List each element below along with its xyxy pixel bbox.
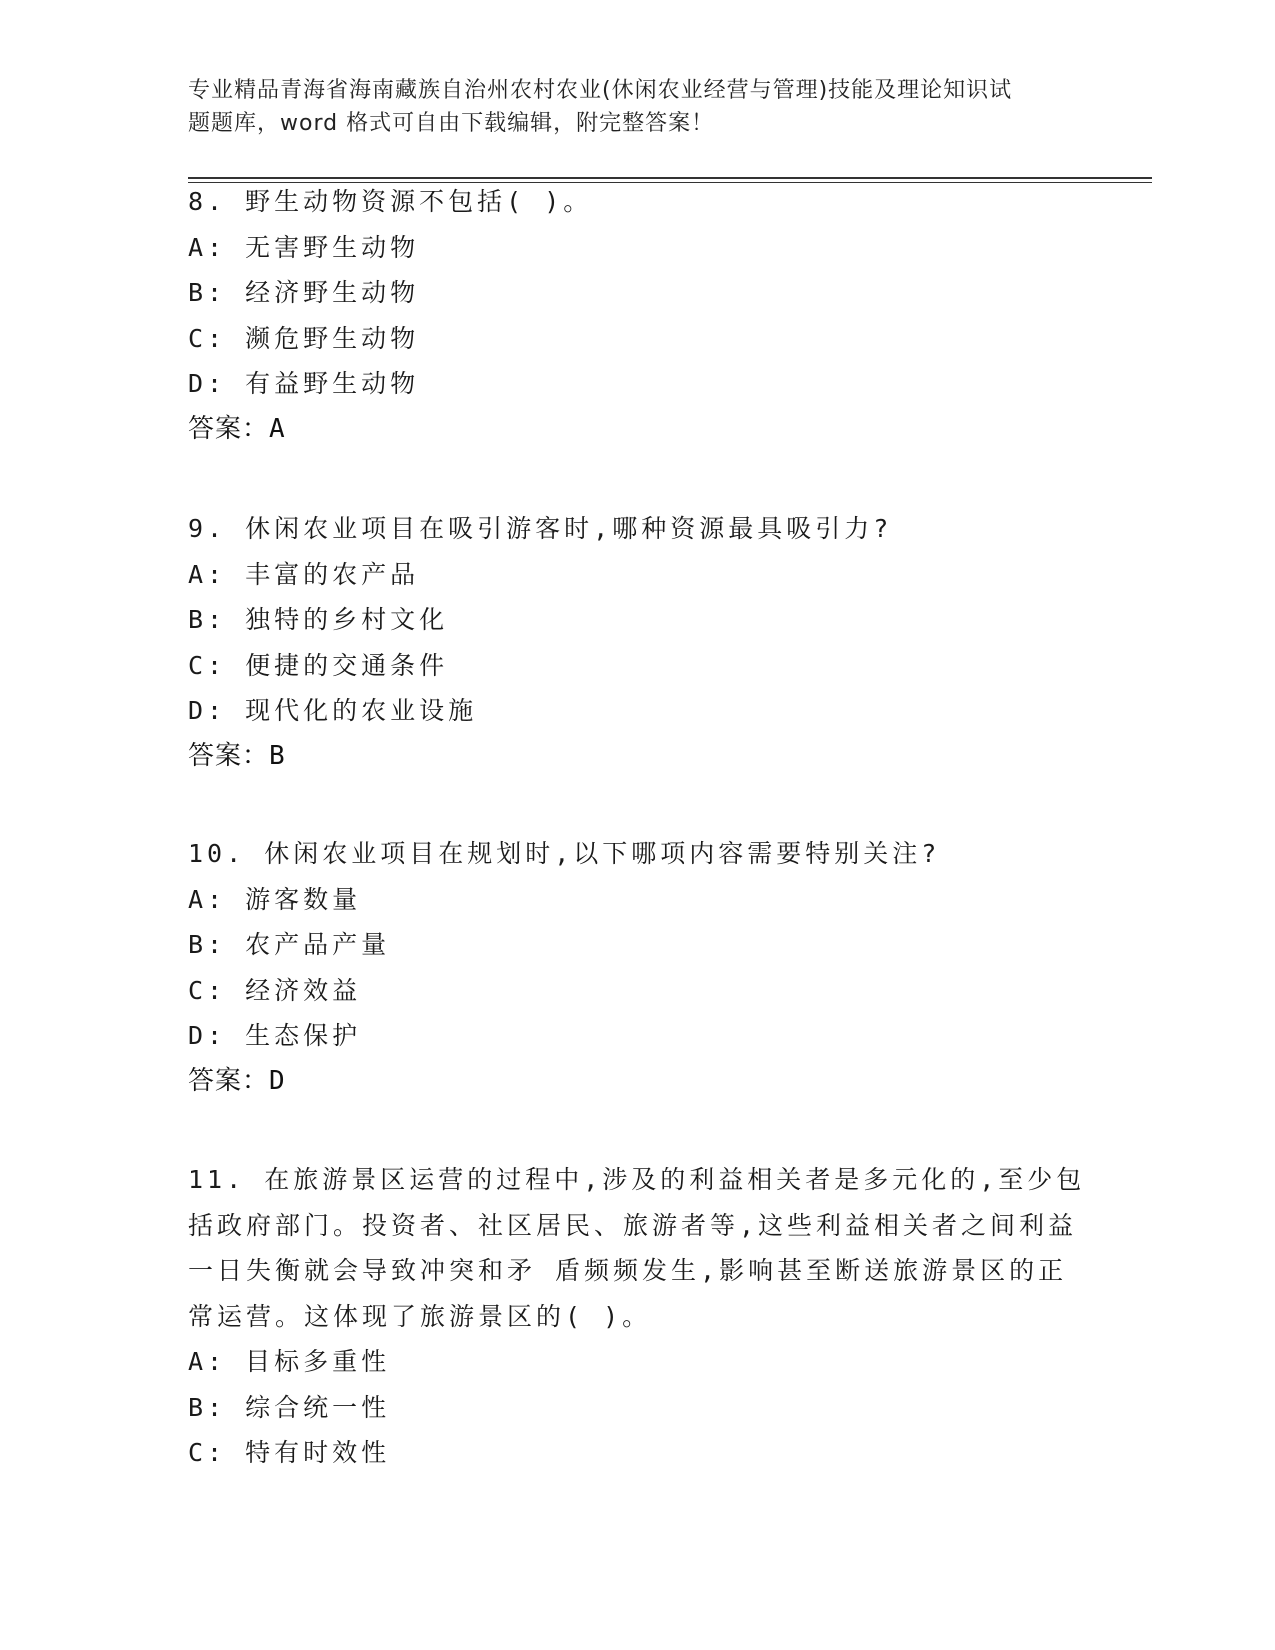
option-d: D: 有益野生动物 bbox=[188, 369, 420, 398]
question-stem: 9. 休闲农业项目在吸引游客时,哪种资源最具吸引力? bbox=[188, 514, 893, 543]
option-c: C: 濒危野生动物 bbox=[188, 323, 420, 353]
question-stem-line-1: 11. 在旅游景区运营的过程中,涉及的利益相关者是多元化的,至少包 bbox=[188, 1165, 1086, 1194]
option-a: A: 丰富的农产品 bbox=[188, 559, 420, 589]
option-c: C: 经济效益 bbox=[188, 975, 362, 1005]
answer-value: B bbox=[269, 740, 286, 771]
option-d: D: 现代化的农业设施 bbox=[188, 696, 478, 725]
option-b: B: 独特的乡村文化 bbox=[188, 605, 449, 634]
answer-label: 答案： bbox=[188, 413, 270, 444]
answer-value: A bbox=[269, 413, 286, 444]
option-c: C: 便捷的交通条件 bbox=[188, 650, 449, 680]
option-d: D: 生态保护 bbox=[188, 1021, 362, 1050]
option-b: B: 农产品产量 bbox=[188, 930, 391, 959]
answer-label: 答案： bbox=[188, 1065, 270, 1096]
question-10 bbox=[188, 831, 1088, 1104]
answer-line bbox=[188, 734, 1088, 780]
header-line-2: 题题库，word 格式可自由下载编辑，附完整答案！ bbox=[188, 111, 715, 136]
question-stem: 10. 休闲农业项目在规划时,以下哪项内容需要特别关注? bbox=[188, 839, 941, 868]
question-stem-line-3: 一日失衡就会导致冲突和矛 盾频频发生,影响甚至断送旅游景区的正 bbox=[188, 1256, 1068, 1285]
header-line-1: 专业精品青海省海南藏族自治州农村农业(休闲农业经营与管理)技能及理论知识试 bbox=[188, 78, 1013, 103]
question-11 bbox=[188, 1157, 1088, 1476]
document-header bbox=[188, 74, 1088, 140]
question-stem-line-4: 常运营。这体现了旅游景区的( )。 bbox=[188, 1301, 652, 1331]
option-a: A: 游客数量 bbox=[188, 884, 362, 914]
option-c: C: 特有时效性 bbox=[188, 1438, 391, 1467]
answer-label: 答案： bbox=[188, 740, 270, 771]
question-stem: 8. 野生动物资源不包括( )。 bbox=[188, 187, 593, 216]
option-b: B: 经济野生动物 bbox=[188, 278, 420, 307]
question-8 bbox=[188, 179, 1088, 452]
answer-line bbox=[188, 1059, 1088, 1105]
option-a: A: 目标多重性 bbox=[188, 1347, 391, 1376]
question-9 bbox=[188, 506, 1088, 779]
question-stem-line-2: 括政府部门。投资者、社区居民、旅游者等,这些利益相关者之间利益 bbox=[188, 1210, 1078, 1240]
option-b: B: 综合统一性 bbox=[188, 1392, 391, 1422]
answer-value: D bbox=[269, 1065, 286, 1096]
answer-line bbox=[188, 407, 1088, 453]
option-a: A: 无害野生动物 bbox=[188, 232, 420, 262]
